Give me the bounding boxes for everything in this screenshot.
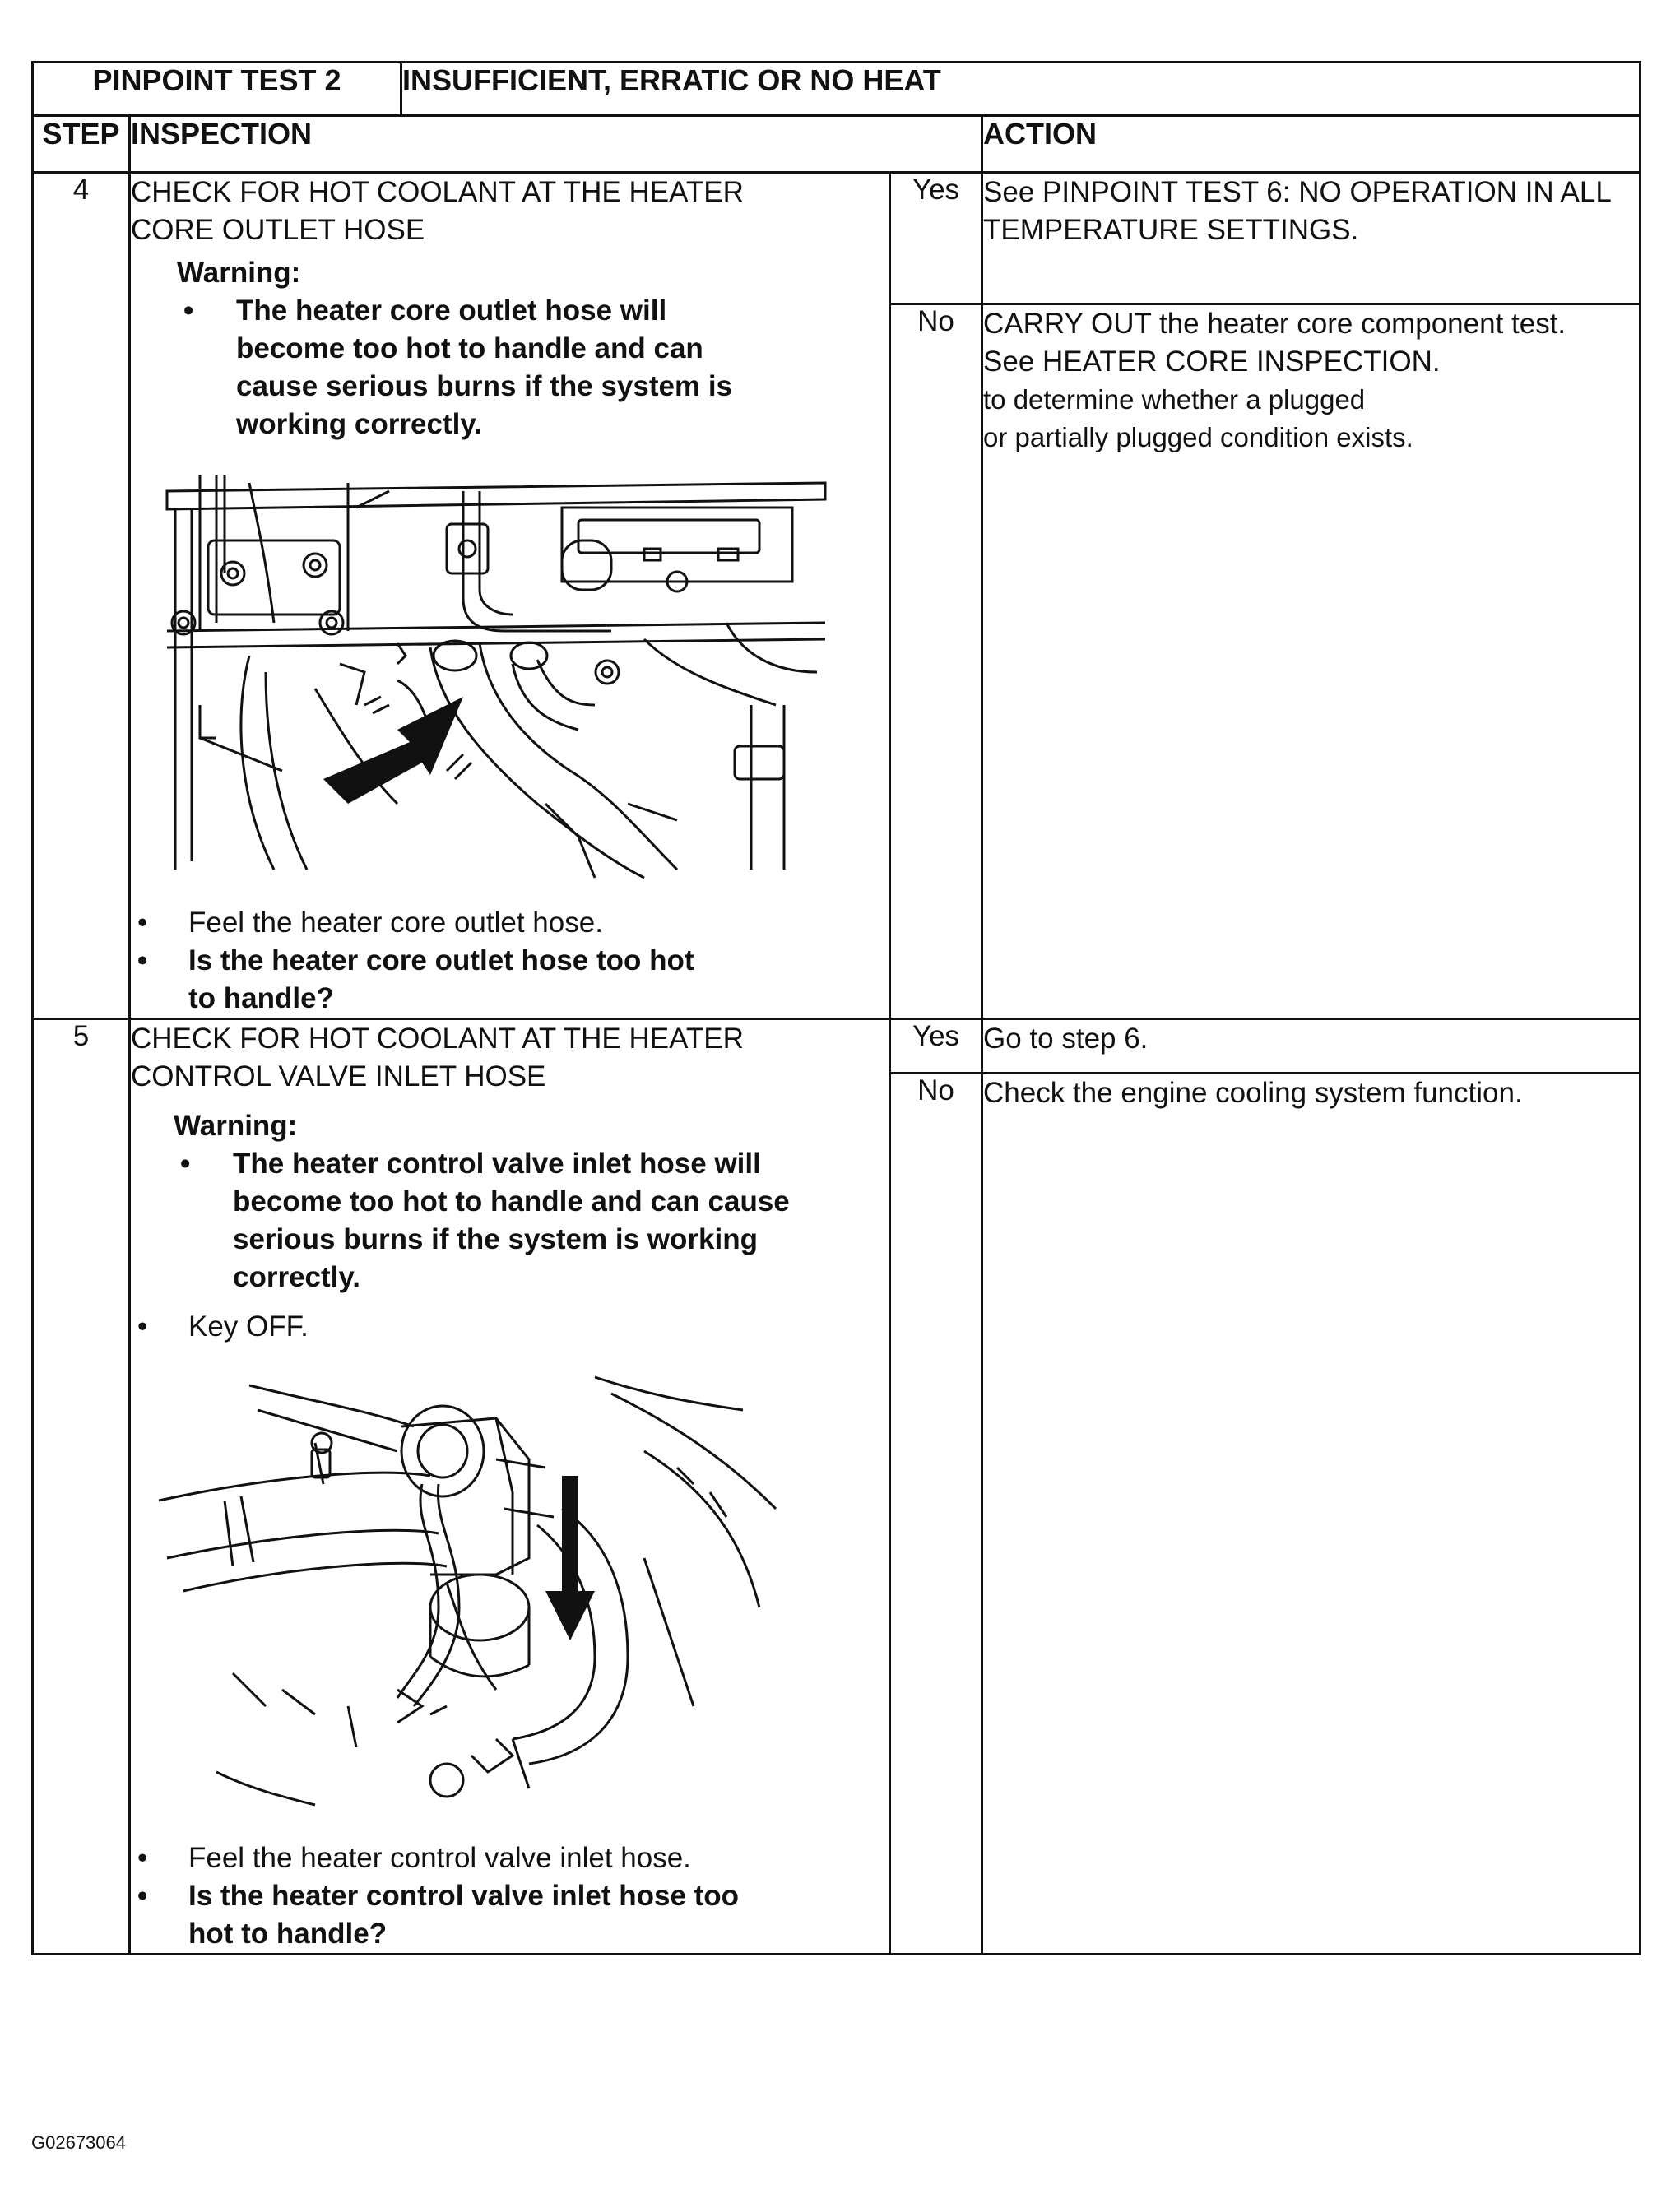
step-4-no-action: CARRY OUT the heater core component test. See HEATER CORE INSPECTION. to determine whether a plugged or partially plugged condition exists. — [982, 304, 1641, 1019]
step-4-number: 4 — [33, 173, 130, 1019]
step-4-bullet-2: • Is the heater core outlet hose too hot to handle? — [131, 942, 723, 1018]
step-5-number: 5 — [33, 1019, 130, 1955]
step-5-warning-title: Warning: — [174, 1110, 298, 1142]
step-4-heater-core-outlet-hose-illustration — [151, 458, 889, 886]
step-5-inspection — [130, 1019, 890, 1955]
test-label: PINPOINT TEST 2 — [33, 63, 401, 116]
pinpoint-test-table — [31, 61, 1641, 1955]
step-4-warning-text: • The heater core outlet hose will become too hot to handle and can cause serious burns if the system is working correctly. — [177, 292, 779, 443]
inspection-column-header: INSPECTION — [130, 116, 982, 173]
step-5-no-label: No — [890, 1074, 982, 1955]
step-5-no-action: Check the engine cooling system function. — [982, 1074, 1641, 1955]
step-5-yes-label: Yes — [890, 1019, 982, 1074]
step-column-header: STEP — [33, 116, 130, 173]
step-4-yes-action: See PINPOINT TEST 6: NO OPERATION IN ALL TEMPERATURE SETTINGS. — [982, 173, 1641, 304]
step-5-warning-text: • The heater control valve inlet hose will become too hot to handle and can cause serious burns if the system is working correctly. — [174, 1145, 792, 1297]
action-column-header: ACTION — [982, 116, 1641, 173]
figure-code: G02673064 — [31, 2132, 126, 2153]
step-5-bullet-1: • Feel the heater control valve inlet hose. — [131, 1839, 889, 1877]
pinpoint-test-page — [31, 61, 1639, 1955]
step-4-yes-row — [33, 173, 1641, 304]
step-4-heading: CHECK FOR HOT COOLANT AT THE HEATER CORE OUTLET HOSE — [131, 176, 744, 246]
column-header-row — [33, 116, 1641, 173]
step-4-warning-title: Warning: — [177, 257, 301, 289]
step-5-bullet-2: • Is the heater control valve inlet hose too hot to handle? — [131, 1877, 764, 1953]
step-4-yes-label: Yes — [890, 173, 982, 304]
step-4-inspection — [130, 173, 890, 1019]
step-4-no-label: No — [890, 304, 982, 1019]
test-header-row — [33, 63, 1641, 116]
step-5-heater-control-valve-illustration — [151, 1361, 889, 1821]
step-5-heading: CHECK FOR HOT COOLANT AT THE HEATER CONTROL VALVE INLET HOSE — [131, 1023, 744, 1092]
step-5-key-off: • Key OFF. — [131, 1308, 889, 1346]
step-5-yes-action: Go to step 6. — [982, 1019, 1641, 1074]
step-5-yes-row — [33, 1019, 1641, 1074]
step-4-bullet-1: • Feel the heater core outlet hose. — [131, 904, 889, 942]
test-title: INSUFFICIENT, ERRATIC OR NO HEAT — [401, 63, 1641, 116]
